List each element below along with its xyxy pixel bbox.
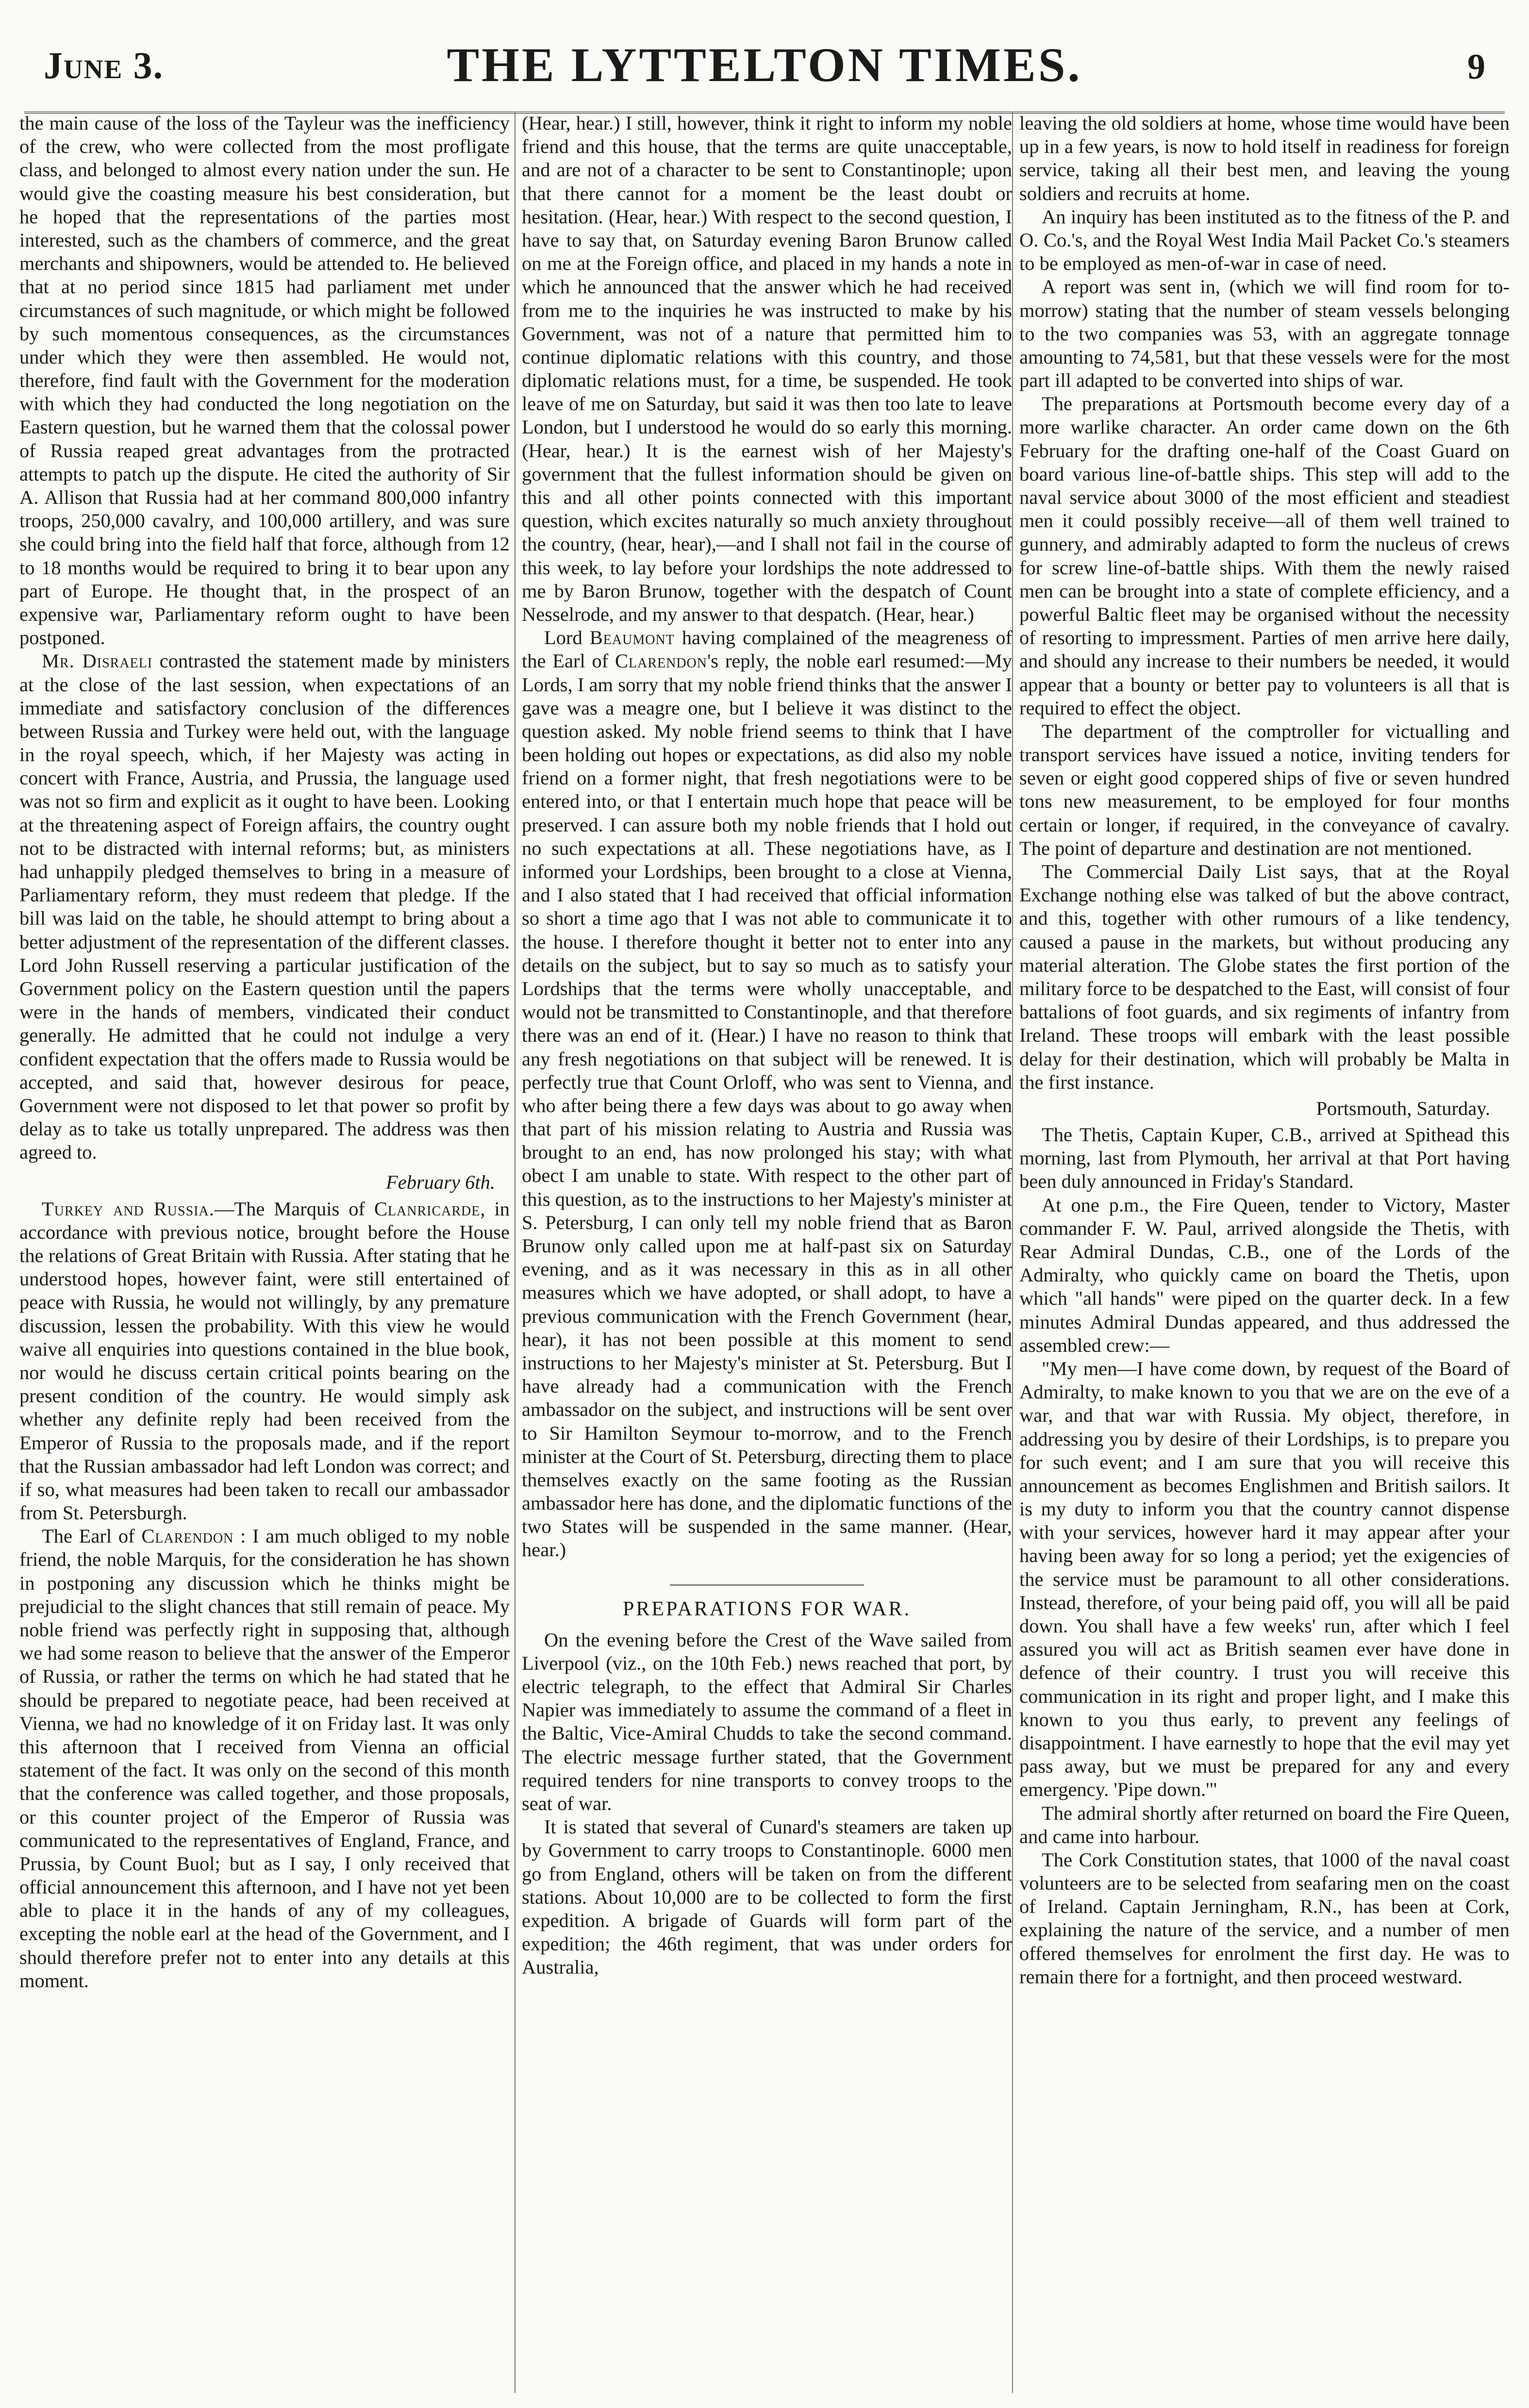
speaker-name: Clarendon [615,650,707,672]
paragraph-text: having complained of the meagreness of the Earl of [522,627,1012,672]
dateline: Portsmouth, Saturday. [1316,1097,1490,1119]
masthead [24,19,1505,114]
paragraph: The department of the comptroller for victualling and transport services have issued a notice, inviting tenders for seven or eight good coppered ships of five or seven hundred tons new measurement, to be employed for four months certain or longer, if required, in the conveyance of cavalry. The point of departure and destination are not mentioned. [1019,720,1510,859]
paragraph: A report was sent in, (which we will find room for to-morrow) stating that the number of steam vessels belonging to the two companies was 53, with an aggregate tonnage amounting to 74,581, but that these vessels were for the most part ill adapted to be converted into ships of war. [1019,276,1510,392]
paragraph [19,649,510,1164]
paragraph: "My men—I have come down, by request of the Board of Admiralty, to make known to you that we are on the eve of a war, and that war with Russia. My object, therefore, in addressing you by desire of their Lordships, is to prepare you for such event; and I am sure that you will receive this announcement as becomes Englishmen and British sailors. It is my duty to inform you that the country cannot dispense with your services, however hard it may appear after your having been away for so long a period; yet the exigencies of the service must be paramount to all other considerations. Instead, therefore, of your being paid off, you will all be paid down. You shall have a few weeks' run, after which I feel assured you will act as British seamen ever have done in defence of their country. I trust you will receive this communication in its right and proper light, and I make this known to you thus early, to prevent any feelings of disappointment. I have earnestly to hope that the evil may yet pass away, but we must be prepared for any and every emergency. 'Pipe down.'" [1019,1357,1510,1801]
paragraph: At one p.m., the Fire Queen, tender to Victory, Master commander F. W. Paul, arrived alongside the Thetis, with Rear Admiral Dundas, C.B., one of the Lords of the Admiralty, who quickly came on board the Thetis, upon which "all hands" were piped on the quarter deck. In a few minutes Admiral Dundas appeared, and thus addressed the assembled crew:— [1019,1194,1510,1356]
paragraph-lead: —The Marquis of [214,1197,365,1220]
paragraph: The Thetis, Captain Kuper, C.B., arrived at Spithead this morning, last from Plymouth, her arrival at that Port having been duly announced in Friday's Standard. [1019,1124,1510,1193]
paragraph-text: : I am much obliged to my noble friend, the noble Marquis, for the consideration he has shown in postponing any discussion which he thinks might be prejudicial to the slight chances that still remain of peace. My noble friend was perfectly right in supposing that, although we had some reason to believe that the answer of the Emperor of Russia, or rather the terms on which he had stated that he should be prepared to negotiate peace, had been received at Vienna, we had no knowledge of it on Friday last. It was only this afternoon that I received from Vienna an official statement of the fact. It was only on the second of this month that the conference was called together, and those proposals, or this counter project of the Emperor of Russia was communicated to the representatives of England, France, and Prussia, by Count Buol; but as I say, I only received that official announcement this afternoon, and I have not yet been able to place it in the hands of any of my colleagues, excepting the noble earl at the head of the Government, and I should therefore prefer not to enter into any details at this moment. [19,1525,510,1992]
speaker-name: Clanricarde [374,1197,481,1220]
column-2 [522,112,1012,2393]
page-number: 9 [1467,47,1485,87]
paragraph: The Commercial Daily List says, that at the Royal Exchange nothing else was talked of but the above contract, and this, together with other rumours of a like tendency, caused a pause in the markets, but without producing any material alteration. The Globe states the first portion of the military force to be despatched to the East, will consist of four battalions of foot guards, and six regiments of infantry from Ireland. These troops will embark with the least possible delay for their destination, which will probably be Malta in the first instance. [1019,861,1510,1093]
issue-date: June 3. [44,44,164,86]
paragraph: The Cork Constitution states, that 1000 of the naval coast volunteers are to be selected from seafaring men on the coast of Ireland. Captain Jerningham, R.N., has been at Cork, explaining the nature of the service, and a number of men offered themselves for enrolment the first day. He was to remain there for a fortnight, and then proceed westward. [1019,1848,1510,1988]
date-heading [19,1171,510,1194]
newspaper-title: THE LYTTELTON TIMES. [447,38,1082,92]
column-rule [1012,112,1013,2393]
paragraph-text: , in accordance with previous notice, brought before the House the relations of Great Britain with Russia. After stating that he understood hopes, however faint, were still entertained of peace with Russia, he would not willingly, by any premature discussion, lessen the probability. With this view he would waive all enquiries into questions contained in the blue book, nor would he discuss certain critical points bearing on the present condition of the country. He would simply ask whether any definite reply had been received from the Emperor of Russia to the proposals made, and if the report that the Russian ambassador had left London was correct; and if so, what measures had been taken to recall our ambassador from St. Petersburgh. [19,1197,510,1524]
paragraph-lead: The Earl of [42,1525,135,1547]
speaker-name: Clarendon [141,1525,234,1547]
paragraph-lead: Lord [544,627,582,649]
paragraph [19,1197,510,1525]
paragraph [19,1525,510,1993]
speaker-name: Beaumont [589,627,675,649]
section-divider [670,1584,864,1589]
speaker-name: Mr. Disraeli [42,650,153,672]
paragraph: It is stated that several of Cunard's steamers are taken up by Government to carry troops to Constantinople. 6000 men go from England, others will be taken on from the different stations. About 10,000 are to be collected to form the first expedition. A brigade of Guards will form part of the expedition; the 46th regiment, that was under orders for Australia, [522,1816,1012,1978]
paragraph [522,626,1012,1562]
column-3 [1019,112,1510,2393]
date-heading-text: February 6th. [386,1171,495,1194]
paragraph-text: 's reply, the noble earl resumed:—My Lords, I am sorry that my noble friend thinks that the answer I gave was a meagre one, but I believe it was distinct to the question asked. My noble friend seems to think that I have been holding out hopes or expectations, as did also my noble friend on a former night, that fresh negotiations were to be entered into, or that I entertain much hope that peace will be preserved. I can assure both my noble friends that I hold out no such expectations at all. These negotiations have, as I informed your Lordships, been brought to a close at Vienna, and I also stated that I had received that official information so short a time ago that I was not able to communicate it to the house. I therefore thought it better not to enter into any details on the subject, but to say so much as to satisfy your Lordships that the terms were wholly unacceptable, and would not be transmitted to Constantinople, and that therefore there was an end of it. (Hear.) I have no reason to think that any fresh negotiations on that subject will be renewed. It is perfectly true that Count Orloff, who was sent to Vienna, and who after being there a few days was about to go away when that part of his mission relating to Austria and Russia was brought to an end, has now prolonged his stay; with what obect I am unable to state. With respect to the other part of this question, as to the instructions to her Majesty's minister at S. Petersburg, I can only tell my noble friend that as Baron Brunow only called upon me at half-past six on Saturday evening, and as it was necessary in this as in all other measures which we have adopted, or shall adopt, to have a previous communication with the French Government (hear, hear), it has not been possible at this moment to send instructions to her Majesty's minister at St. Petersburg. But I have already had a communication with the French ambassador on the subject, and instructions will be sent over to Sir Hamilton Seymour to-morrow, and to the French minister at the Court of St. Petersburg, directing them to place themselves exactly on the same footing as the Russian ambassador here has done, and the diplomatic functions of the two States will be suspended in the same manner. (Hear, hear.) [522,650,1012,1561]
paragraph: On the evening before the Crest of the Wave sailed from Liverpool (viz., on the 10th Feb.) news reached that port, by electric telegraph, to the effect that Admiral Sir Charles Napier was immediately to assume the command of a fleet in the Baltic, Vice-Amiral Chudds to take the second command. The electric message further stated, that the Government required tenders for nine transports to convey troops to the seat of war. [522,1628,1012,1814]
paragraph: the main cause of the loss of the Tayleur was the inefficiency of the crew, who were collected from the most profligate class, and belonged to almost every nation under the sun. He would give the coasting measure his best consideration, but he hoped that the representations of the parties most interested, such as the chambers of commerce, and the great merchants and shipowners, would be attended to. He believed that at no period since 1815 had parliament met under circumstances of such magnitude, or which might be followed by such momentous consequences, as the circumstances under which they were then assembled. He would not, therefore, find fault with the Government for the moderation with which they had conducted the long negotiation on the Eastern question, but he warned them that the colossal power of Russia reaped great advantages from the protracted attempts to patch up the dispute. He cited the authority of Sir A. Allison that Russia had at her command 800,000 infantry troops, 250,000 cavalry, and 100,000 artillery, and was sure she could bring into the field half that force, although from 12 to 18 months would be required to bring it to bear upon any part of Europe. He thought that, in the prospect of an expensive war, Parliamentary reform ought to have been postponed. [19,112,510,649]
paragraph: An inquiry has been instituted as to the fitness of the P. and O. Co.'s, and the Royal West India Mail Packet Co.'s steamers to be employed as men-of-war in case of need. [1019,205,1510,275]
section-heading: Turkey and Russia. [42,1197,215,1220]
paragraph: The preparations at Portsmouth become every day of a more warlike character. An order came down on the 6th February for the drafting one-half of the Coast Guard on board various line-of-battle ships. This step will add to the naval service about 3000 of the most efficient and steadiest men it could possibly receive—all of them well trained to gunnery, and admirably adapted to form the nucleus of crews for screw line-of-battle ships. With them the newly raised men can be brought into a state of complete efficiency, and a powerful Baltic fleet may be organised without the necessity of resorting to impressment. Parties of men arrive here daily, and should any increase to their numbers be needed, it would appear that a bounty or better pay to volunteers is all that is required to effect the object. [1019,393,1510,719]
paragraph: leaving the old soldiers at home, whose time would have been up in a few years, is now to hold itself in readiness for foreign service, taking all their best men, and leaving the young soldiers and recruits at home. [1019,112,1510,204]
article-heading: PREPARATIONS FOR WAR. [623,1597,911,1620]
column-1 [19,112,510,2393]
paragraph-text: contrasted the statement made by ministers at the close of the last session, when expectations of an immediate and satisfactory conclusion of the differences between Russia and Turkey were held out, with the language in the royal speech, which, if her Majesty was acting in concert with France, Austria, and Prussia, the language used was not so firm and explicit as it ought to have been. Looking at the threatening aspect of Foreign affairs, the country ought not to be distracted with internal reforms; but, as ministers had unhappily pledged themselves to bring in a measure of Parliamentary reform, they must redeem that pledge. If the bill was laid on the table, he should attempt to bring about a better adjustment of the representation of the different classes. Lord John Russell reserving a particular justification of the Government policy on the Eastern question until the papers were in the hands of members, vindicated their conduct generally. He admitted that he could not indulge a very confident expectation that the offers made to Russia would be accepted, and said that, however desirous for peace, Government were not disposed to let that power so profit by delay as to take us totally unprepared. The address was then agreed to. [19,650,510,1163]
paragraph: The admiral shortly after returned on board the Fire Queen, and came into harbour. [1019,1802,1510,1847]
paragraph: (Hear, hear.) I still, however, think it right to inform my noble friend and this house, that the terms are quite unacceptable, and are not of a character to be sent to Constantinople; upon that there cannot for a moment be the least doubt or hesitation. (Hear, hear.) With respect to the second question, I have to say that, on Saturday evening Baron Brunow called on me at the Foreign office, and placed in my hands a note in which he announced that the answer which he had received from me to the inquiries he was instructed to make by his Government, was not of a nature that permitted him to continue diplomatic relations with this country, and those diplomatic relations must, for a time, be suspended. He took leave of me on Saturday, but said it was then too late to leave London, but I understood he would do so early this morning. (Hear, hear.) It is the earnest wish of her Majesty's government that the fullest information should be given on this and all other points connected with this important question, which excites naturally so much anxiety throughout the country, (hear, hear),—and I shall not fail in the course of this week, to lay before your lordships the note addressed to me by Baron Brunow, together with the despatch of Count Nesselrode, and my answer to that despatch. (Hear, hear.) [522,112,1012,625]
